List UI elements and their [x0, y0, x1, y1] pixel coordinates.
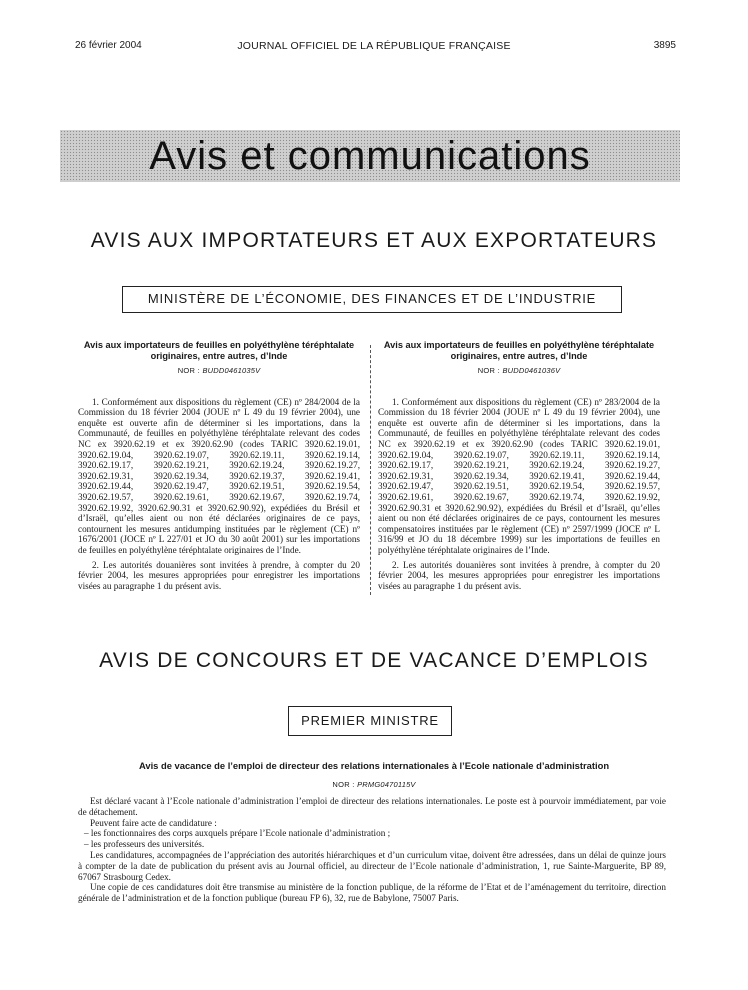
nor-code: BUDD0461036V [502, 366, 561, 375]
section-banner [60, 130, 680, 182]
notice-paragraph: 2. Les autorités douanières sont invitées à prendre, à compter du 20 février 2004, les mesures appropriées pour enregistrer les importations visées au paragraphe 1 du présent avis. [78, 559, 360, 591]
vacancy-paragraph: Une copie de ces candidatures doit être transmise au ministère de la fonction publique, de la réforme de l’Etat et de l’aménagement du territoire, direction générale de l’administration et de la fonction publique (bureau FP 6), 32, rue de Babylone, 75007 Paris. [78, 882, 666, 904]
nor-code: BUDD0461035V [202, 366, 261, 375]
ministry-heading: MINISTÈRE DE L’ÉCONOMIE, DES FINANCES ET DE L’INDUSTRIE [122, 286, 622, 313]
banner-title: Avis et communications [149, 134, 591, 178]
header-date: 26 février 2004 [75, 40, 142, 51]
nor-reference [378, 366, 660, 377]
vacancy-paragraph: Peuvent faire acte de candidature : [90, 817, 217, 828]
nor-reference [60, 780, 688, 789]
nor-label: NOR : [332, 780, 355, 789]
notice-paragraph: 1. Conformément aux dispositions du règlement (CE) nº 284/2004 de la Commission du 18 février 2004 (JOUE nº L 49 du 19 février 2004), une enquête est ouverte afin de déterminer si les importations, dans la Communauté, de feuilles en polyéthylène téréphtalate relevant des codes NC ex 3920.62.19 et ex 3920.62.90 (codes TARIC 3920.62.19.01, 3920.62.19.04, 3920.62.19.07, 3920.62.19.11, 3920.62.19.14, 3920.62.19.17, 3920.62.19.21, 3920.62.19.24, 3920.62.19.27, 3920.62.19.31, 3920.62.19.34, 3920.62.19.37, 3920.62.19.41, 3920.62.19.44, 3920.62.19.47, 3920.62.19.51, 3920.62.19.54, 3920.62.19.57, 3920.62.19.61, 3920.62.19.67, 3920.62.19.74, 3920.62.19.92, 3920.62.90.31 et 3920.62.90.92), expédiées du Brésil et d’Israël, qu’elles aient ou non été déclarées originaires de ce pays, contournent les mesures antidumping instituées par le règlement (CE) nº 1676/2001 (JOCE nº L 227/01 et JO du 30 août 2001) sur les importations de feuilles en polyéthylène téréphtalate originaires de l’Inde. [78, 396, 360, 555]
notice-right [378, 340, 660, 591]
journal-title: JOURNAL OFFICIEL DE LA RÉPUBLIQUE FRANÇAISE [237, 40, 511, 52]
vacancy-list-item: – les professeurs des universités. [84, 839, 205, 850]
notice-left [78, 340, 360, 591]
page-number: 3895 [653, 40, 676, 51]
notice-paragraph: 1. Conformément aux dispositions du règlement (CE) nº 283/2004 de la Commission du 18 février 2004 (JOUE nº L 49 du 19 février 2004), une enquête est ouverte afin de déterminer si les importations, dans la Communauté, de feuilles en polyéthylène téréphtalate relevant des codes NC ex 3920.62.19 et ex 3920.62.90 (codes TARIC 3920.62.19.01, 3920.62.19.04, 3920.62.19.07, 3920.62.19.11, 3920.62.19.14, 3920.62.19.17, 3920.62.19.21, 3920.62.19.24, 3920.62.19.27, 3920.62.19.31, 3920.62.19.34, 3920.62.19.41, 3920.62.19.44, 3920.62.19.47, 3920.62.19.51, 3920.62.19.54, 3920.62.19.57, 3920.62.19.61, 3920.62.19.67, 3920.62.19.74, 3920.62.19.92, 3920.62.90.31 et 3920.62.90.92), expédiées du Brésil et d’Israël, qu’elles aient ou non été déclarées originaires de ce pays, contournent les mesures compensatoires instituées par le règlement (CE) nº 2597/1999 (JOCE nº L 316/99 et JO du 18 décembre 1999) sur les importations de feuilles en polyéthylène téréphtalate originaires de l’Inde. [378, 396, 660, 555]
nor-reference [78, 366, 360, 377]
vacancy-list-item: – les fonctionnaires des corps auxquels prépare l’Ecole nationale d’administration ; [84, 828, 391, 839]
nor-label: NOR : [477, 366, 501, 375]
section-title-vacancies: AVIS DE CONCOURS ET DE VACANCE D’EMPLOIS [99, 649, 649, 672]
vacancy-paragraph: Est déclaré vacant à l’Ecole nationale d’administration l’emploi de directeur des relations internationales. Le poste est à pourvoir immédiatement, par voie de détachement. [78, 796, 666, 817]
nor-code: PRMG0470115V [357, 780, 416, 789]
notice-paragraph: 2. Les autorités douanières sont invitées à prendre, à compter du 20 février 2004, les mesures appropriées pour enregistrer les importations visées au paragraphe 1 du présent avis. [378, 559, 660, 591]
ministry-heading: PREMIER MINISTRE [288, 706, 452, 736]
column-divider [370, 345, 371, 595]
vacancy-body [78, 796, 666, 904]
notice-title: Avis aux importateurs de feuilles en polyéthylène téréphtalate originaires, entre autres, d’Inde [383, 340, 655, 361]
nor-label: NOR : [177, 366, 201, 375]
vacancy-title: Avis de vacance de l’emploi de directeur des relations internationales à l’Ecole nationale d’administration [138, 760, 610, 771]
vacancy-paragraph: Les candidatures, accompagnées de l’appréciation des autorités hiérarchiques et d’un curriculum vitae, doivent être adressées, dans un délai de quinze jours à compter de la date de publication du présent avis au Journal officiel, au directeur de l’Ecole nationale d’administration, 1, rue Sainte-Marguerite, BP 89, 67067 Strasbourg Cedex. [78, 849, 666, 882]
section-title-importers: AVIS AUX IMPORTATEURS ET AUX EXPORTATEURS [90, 229, 658, 252]
notice-title: Avis aux importateurs de feuilles en polyéthylène téréphtalate originaires, entre autres, d’Inde [83, 340, 355, 361]
